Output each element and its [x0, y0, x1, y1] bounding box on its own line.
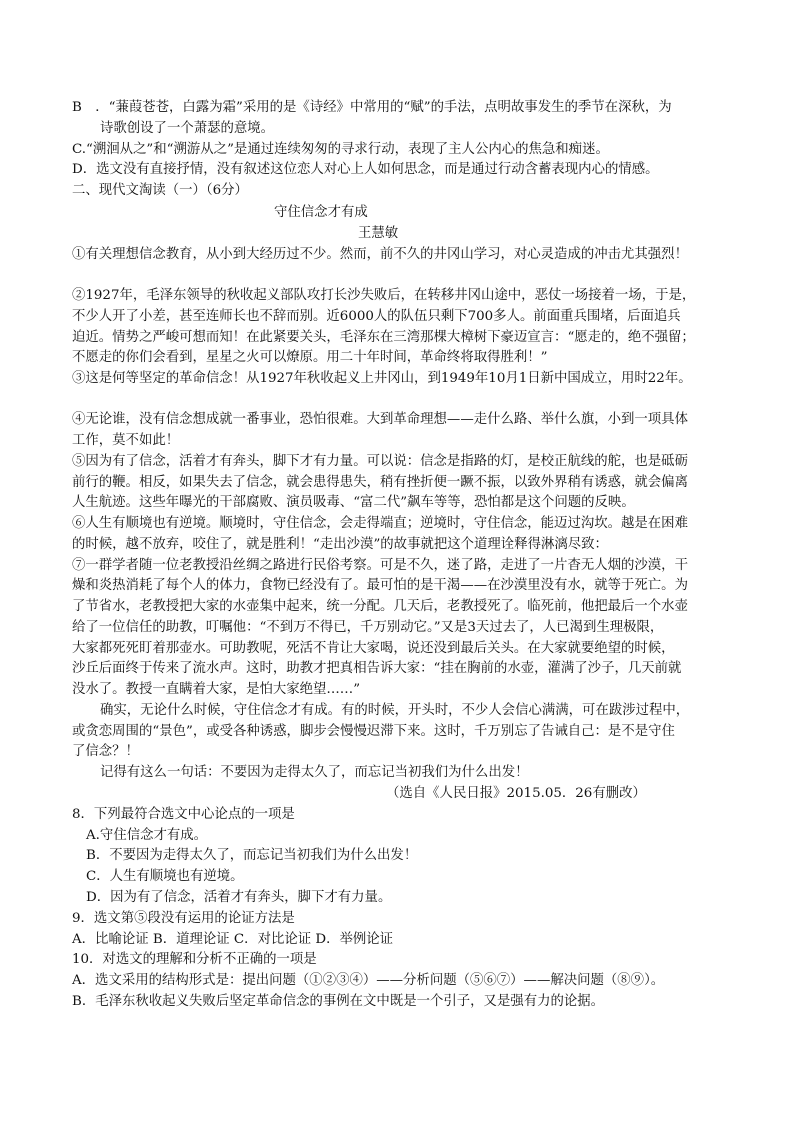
paragraph-3: ③这是何等坚定的革命信念！从1927年秋收起义上井冈山，到1949年10月1日新中国成立，用时22年。: [72, 371, 692, 386]
paragraph-4-line-2: 工作，莫不如此！: [72, 433, 180, 448]
option-d-line: D．选文没有直接抒情，没有叙述这位恋人对心上人如何思念，而是通过行动含蓄表现内心的情感。: [72, 162, 659, 177]
question-10-option-a: A．选文采用的结构形式是：提出问题（①②③④）——分析问题（⑤⑥⑦）——解决问题（⑧⑨）。: [72, 973, 665, 988]
section-heading: 二、现代文淘读（一）（6分）: [72, 183, 248, 198]
paragraph-8-line-2: 或贪恋周围的“景色”，或受各种诱惑，脚步会慢慢迟滞下来。这时，千万别忘了告诫自己：是不是守住: [72, 724, 675, 739]
paragraph-2-line-3: 迫近。情势之严峻可想而知！在此紧要关头，毛泽东在三湾那棵大樟树下豪迈宣言：“愿走的，绝不强留；: [72, 330, 695, 345]
paragraph-5-line-1: ⑤因为有了信念，活着才有奔头，脚下才有力量。可以说：信念是指路的灯，是校正航线的舵，也是砥砺: [72, 454, 688, 469]
paragraph-6-line-1: ⑥人生有顺境也有逆境。顺境时，守住信念，会走得端直；逆境时，守住信念，能迈过沟坎。越是在困难: [72, 516, 688, 531]
option-b-line-1: B ．“蒹葭苍苍，白露为霜”采用的是《诗经》中常用的“赋”的手法，点明故事发生的季节在深秋，为: [72, 100, 672, 115]
paragraph-2-line-2: 不少人开了小差，甚至连师长也不辞而别。近6000人的队伍只剩下700多人。前面重兵围堵，后面追兵: [72, 309, 681, 324]
question-8-option-d: D．因为有了信念，活着才有奔头，脚下才有力量。: [86, 890, 392, 905]
paragraph-9: 记得有这么一句话：不要因为走得太久了，而忘记当初我们为什么出发！: [100, 765, 529, 780]
paragraph-7-line-5: 大家都死死盯着那壶水。可助教呢，死活不肯让大家喝，说还没到最后关头。在大家就要绝望的时候，: [72, 641, 675, 656]
question-8-option-a: A.守住信念才有成。: [86, 828, 208, 843]
question-10: 10．对选文的理解和分析不正确的一项是: [72, 952, 317, 967]
paragraph-5-line-3: 人生航迹。这些年曝光的干部腐败、演员吸毒、“富二代”飙车等等，恐怕都是这个问题的反映。: [72, 495, 635, 510]
article-title: 守住信念才有成: [274, 205, 368, 220]
article-author: 王慧敏: [358, 226, 399, 241]
option-b-line-2: 诗歌创设了一个萧瑟的意境。: [100, 121, 275, 136]
paragraph-5-line-2: 前行的鞭。相反，如果失去了信念，就会患得患失，稍有挫折便一蹶不振，以致外界稍有诱惑，就会偏离: [72, 475, 688, 490]
paragraph-7-line-4: 给了一位信任的助教，叮嘱他：“不到万不得已，千万别动它。”又是3天过去了，人已渴到生理极限，: [72, 620, 664, 635]
paragraph-7-line-6: 沙丘后面终于传来了流水声。这时，助教才把真相告诉大家：“挂在胸前的水壶，灌满了沙子，几天前就: [72, 661, 682, 676]
paragraph-4-line-1: ④无论谁，没有信念想成就一番事业，恐怕很难。大到革命理想——走什么路、举什么旗，小到一项具体: [72, 412, 688, 427]
source-citation: （选自《人民日报》2015.05．26有删改）: [386, 786, 646, 801]
paragraph-7-line-3: 了节省水，老教授把大家的水壶集中起来，统一分配。几天后，老教授死了。临死前，他把最后一个水壶: [72, 599, 688, 614]
paragraph-1: ①有关理想信念教育，从小到大经历过不少。然而，前不久的井冈山学习，对心灵造成的冲击尤其强烈！: [72, 247, 688, 262]
option-c-line: C.“溯洄从之”和“溯游从之”是通过连续匆匆的寻求行动，表现了主人公内心的焦急和痴迷。: [72, 142, 609, 157]
question-8: 8．下列最符合选文中心论点的一项是: [72, 807, 295, 822]
question-8-option-b: B．不要因为走得太久了，而忘记当初我们为什么出发！: [86, 848, 418, 863]
paragraph-7-line-2: 燥和炎热消耗了每个人的体力，食物已经没有了。最可怕的是干渴——在沙漠里没有水，就等于死亡。为: [72, 578, 688, 593]
paragraph-8-line-1: 确实，无论什么时候，守住信念才有成。有的时候，开头时，不少人会信心满满，可在跋涉过程中，: [100, 703, 690, 718]
paragraph-8-line-3: 了信念？！: [72, 744, 139, 759]
paragraph-2-line-1: ②1927年，毛泽东领导的秋收起义部队攻打长沙失败后，在转移井冈山途中，恶仗一场接着一场，于是，: [72, 288, 696, 303]
question-8-option-c: C．人生有顺境也有逆境。: [86, 869, 244, 884]
question-9-options: A．比喻论证 B．道理论证 C．对比论证 D．举例论证: [72, 932, 394, 947]
paragraph-2-line-4: 不愿走的你们会看到，星星之火可以燎原。用二十年时间，革命终将取得胜利！”: [72, 350, 548, 365]
paragraph-7-line-7: 没水了。教授一直瞒着大家，是怕大家绝望……”: [72, 682, 361, 697]
paragraph-6-line-2: 的时候，越不放弃，咬住了，就是胜利！“走出沙漠”的故事就把这个道理诠释得淋漓尽致：: [72, 537, 608, 552]
question-9: 9．选文第⑤段没有运用的论证方法是: [72, 911, 295, 926]
question-10-option-b: B．毛泽东秋收起义失败后坚定革命信念的事例在文中既是一个引子，又是强有力的论据。: [72, 994, 605, 1009]
paragraph-7-line-1: ⑦一群学者随一位老教授沿丝绸之路进行民俗考察。可是不久，迷了路，走进了一片杳无人烟的沙漠，干: [72, 558, 688, 573]
